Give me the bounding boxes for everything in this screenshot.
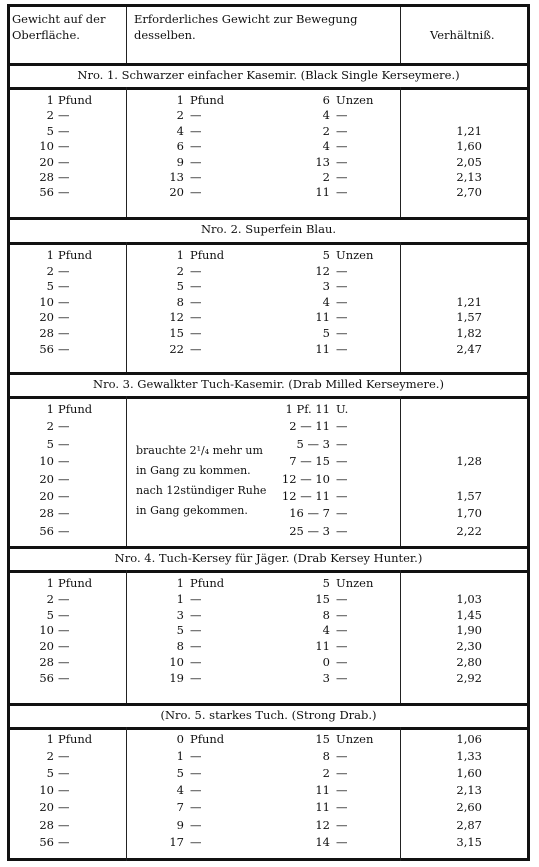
table-row [10, 622, 527, 638]
cell-wu: — [58, 185, 70, 200]
cell-w: 5 [46, 607, 54, 622]
cell-r: 2,80 [456, 655, 482, 669]
cell-ou: — [336, 454, 348, 469]
cell-r: 1,82 [456, 326, 482, 340]
cell-wu: — [58, 817, 70, 832]
header-ratio: Verhältniß. [430, 28, 495, 42]
cell-wu: — [58, 655, 70, 669]
table-row [10, 799, 527, 815]
cell-w: 20 [39, 800, 54, 815]
section-title: Nro. 1. Schwarzer einfacher Kasemir. (Black Single Kerseymere.) [77, 68, 460, 82]
cell-wu: — [58, 523, 70, 538]
cell-wu: Pfund [58, 248, 93, 262]
section-title: Nro. 4. Tuch-Kersey für Jäger. (Drab Kersey Hunter.) [114, 551, 423, 565]
section-title: Nro. 2. Superfein Blau. [200, 222, 337, 236]
cell-o: 11 [315, 185, 330, 200]
cell-o: 0 [322, 655, 330, 669]
cell-w: 56 [39, 185, 54, 200]
cell-o: 11 [315, 310, 330, 325]
cell-r: 1,90 [456, 623, 482, 638]
cell-r: 3,15 [456, 834, 482, 849]
table-row [10, 638, 527, 654]
cell-wu: — [58, 639, 70, 654]
cell-wu: Pfund [58, 93, 93, 107]
cell-w: 28 [39, 506, 54, 521]
cell-o: 5 — 3 [296, 436, 330, 451]
cell-mu: — [190, 591, 202, 606]
cell-wu: Pfund [58, 576, 93, 590]
cell-o: 12 [315, 263, 330, 278]
cell-o: 8 [322, 607, 330, 622]
cell-wu: — [58, 623, 70, 638]
table-row [10, 341, 527, 357]
cell-o: 11 [315, 639, 330, 654]
table-row [10, 731, 527, 747]
cell-w: 10 [39, 294, 54, 309]
table-row [10, 169, 527, 185]
cell-ou: — [336, 834, 348, 849]
cell-wu: — [58, 123, 70, 138]
cell-wu: — [58, 783, 70, 798]
cell-r: 2,22 [456, 523, 482, 538]
bracket-note: nach 12stündiger Ruhe [136, 484, 267, 497]
column-rule [400, 7, 401, 63]
cell-o: 5 [322, 576, 330, 590]
cell-ou: — [336, 670, 348, 685]
cell-ou: — [336, 341, 348, 356]
cell-wu: — [58, 591, 70, 606]
table-row [10, 453, 527, 469]
cell-m: 17 [169, 834, 184, 849]
cell-ou: — [336, 817, 348, 832]
cell-mu: Pfund [190, 732, 225, 746]
cell-ou: — [336, 326, 348, 340]
cell-o: 4 [322, 108, 330, 123]
section-title: (Nro. 5. starkes Tuch. (Strong Drab.) [160, 708, 377, 722]
cell-o: 3 [322, 279, 330, 294]
cell-o: 11 [315, 341, 330, 356]
cell-o: 4 [322, 294, 330, 309]
column-rule [126, 7, 127, 63]
cell-o: 16 — 7 [289, 506, 330, 521]
table-row [10, 834, 527, 850]
cell-m: 2 [176, 108, 184, 123]
table-row [10, 278, 527, 294]
cell-mu: — [190, 800, 202, 815]
cell-o: 14 [315, 834, 330, 849]
cell-w: 28 [39, 655, 54, 669]
cell-o: 6 [322, 93, 330, 107]
header-required-weight: Erforderliches Gewicht zur Bewegung desselben. [134, 12, 358, 42]
cell-wu: — [58, 170, 70, 184]
bracket-note: in Gang zu kommen. [136, 464, 251, 477]
cell-ou: — [336, 783, 348, 798]
cell-w: 20 [39, 310, 54, 325]
cell-o: 8 [322, 749, 330, 764]
cell-w: 1 [46, 93, 54, 107]
cell-ou: — [336, 310, 348, 325]
cell-r: 1,06 [456, 732, 482, 746]
cell-mu: Pfund [190, 248, 225, 262]
cell-m: 7 [176, 800, 184, 815]
rule-line [10, 727, 527, 730]
cell-mu: — [190, 139, 202, 154]
table-row [10, 488, 527, 504]
rule-line [10, 396, 527, 399]
cell-w: 2 [46, 263, 54, 278]
table-row [10, 575, 527, 591]
cell-r: 2,30 [456, 639, 482, 654]
cell-r: 2,05 [456, 154, 482, 169]
cell-w: 5 [46, 123, 54, 138]
cell-wu: — [58, 419, 70, 434]
cell-m: 10 [169, 655, 184, 669]
cell-r: 2,47 [456, 341, 482, 356]
cell-o: 1 Pf. 11 [285, 402, 330, 416]
header-weight-surface: Gewicht auf der Oberfläche. [12, 12, 106, 42]
cell-w: 5 [46, 766, 54, 781]
cell-w: 1 [46, 248, 54, 262]
cell-m: 13 [169, 170, 184, 184]
cell-m: 12 [169, 310, 184, 325]
cell-o: 13 [315, 154, 330, 169]
cell-r: 1,57 [456, 310, 482, 325]
cell-ou: — [336, 123, 348, 138]
cell-o: 11 [315, 783, 330, 798]
cell-r: 2,60 [456, 800, 482, 815]
cell-ou: — [336, 523, 348, 538]
cell-w: 20 [39, 154, 54, 169]
cell-m: 1 [176, 749, 184, 764]
cell-o: 5 [322, 326, 330, 340]
cell-m: 5 [176, 279, 184, 294]
cell-r: 1,45 [456, 607, 482, 622]
cell-w: 56 [39, 670, 54, 685]
cell-mu: — [190, 749, 202, 764]
bracket-note: in Gang gekommen. [136, 504, 248, 517]
cell-m: 8 [176, 294, 184, 309]
cell-wu: — [58, 436, 70, 451]
cell-wu: — [58, 506, 70, 521]
cell-m: 4 [176, 123, 184, 138]
cell-mu: — [190, 341, 202, 356]
section-title: Nro. 3. Gewalkter Tuch-Kasemir. (Drab Milled Kerseymere.) [93, 377, 444, 391]
cell-wu: — [58, 670, 70, 685]
cell-ou: — [336, 506, 348, 521]
cell-ou: — [336, 471, 348, 486]
table-row [10, 654, 527, 670]
cell-ou: — [336, 108, 348, 123]
cell-ou: — [336, 279, 348, 294]
cell-ou: — [336, 591, 348, 606]
table-row [10, 325, 527, 341]
table-row [10, 670, 527, 686]
cell-w: 10 [39, 623, 54, 638]
cell-o: 15 [315, 732, 330, 746]
table-row [10, 765, 527, 781]
cell-wu: — [58, 607, 70, 622]
cell-m: 9 [176, 154, 184, 169]
table-row [10, 523, 527, 539]
cell-r: 1,60 [456, 139, 482, 154]
cell-ou: — [336, 263, 348, 278]
cell-m: 1 [176, 248, 184, 262]
cell-m: 8 [176, 639, 184, 654]
cell-o: 3 [322, 670, 330, 685]
cell-w: 2 [46, 591, 54, 606]
table-header [10, 7, 527, 63]
cell-m: 1 [176, 591, 184, 606]
table-row [10, 263, 527, 279]
cell-o: 11 [315, 800, 330, 815]
cell-ou: — [336, 766, 348, 781]
cell-o: 5 [322, 248, 330, 262]
table-row [10, 309, 527, 325]
cell-ou: — [336, 639, 348, 654]
cell-r: 2,13 [456, 170, 482, 184]
cell-o: 4 [322, 139, 330, 154]
cell-r: 1,21 [456, 123, 482, 138]
table-row [10, 92, 527, 108]
cell-mu: — [190, 263, 202, 278]
cell-m: 19 [169, 670, 184, 685]
cell-w: 56 [39, 341, 54, 356]
table-row [10, 817, 527, 833]
table-row [10, 401, 527, 417]
cell-r: 1,70 [456, 506, 482, 521]
cell-wu: — [58, 471, 70, 486]
table-row [10, 436, 527, 452]
cell-r: 1,21 [456, 294, 482, 309]
cell-r: 1,28 [456, 454, 482, 469]
cell-mu: — [190, 170, 202, 184]
cell-mu: — [190, 108, 202, 123]
cell-wu: Pfund [58, 402, 93, 416]
cell-ou: — [336, 607, 348, 622]
cell-ou: Unzen [336, 576, 374, 590]
cell-o: 2 [322, 170, 330, 184]
cell-r: 1,03 [456, 591, 482, 606]
cell-ou: — [336, 419, 348, 434]
cell-mu: — [190, 123, 202, 138]
table-row [10, 247, 527, 263]
cell-mu: — [190, 766, 202, 781]
cell-w: 1 [46, 732, 54, 746]
cell-m: 0 [176, 732, 184, 746]
cell-wu: — [58, 139, 70, 154]
rule-line [10, 570, 527, 573]
cell-m: 15 [169, 326, 184, 340]
cell-r: 2,13 [456, 783, 482, 798]
cell-m: 20 [169, 185, 184, 200]
cell-wu: — [58, 489, 70, 503]
cell-w: 28 [39, 817, 54, 832]
bracket-note: brauchte 2¹/₄ mehr um [136, 444, 263, 457]
cell-o: 12 — 11 [281, 489, 330, 503]
cell-ou: — [336, 139, 348, 154]
cell-wu: — [58, 766, 70, 781]
cell-mu: — [190, 623, 202, 638]
table-row [10, 123, 527, 139]
cell-ou: — [336, 623, 348, 638]
cell-w: 56 [39, 834, 54, 849]
cell-r: 2,70 [456, 185, 482, 200]
cell-w: 1 [46, 402, 54, 416]
cell-wu: — [58, 800, 70, 815]
cell-mu: Pfund [190, 93, 225, 107]
cell-mu: — [190, 817, 202, 832]
cell-o: 7 — 15 [289, 454, 330, 469]
cell-o: 15 [315, 591, 330, 606]
cell-mu: — [190, 834, 202, 849]
cell-wu: — [58, 310, 70, 325]
cell-w: 1 [46, 576, 54, 590]
cell-ou: — [336, 436, 348, 451]
table-row [10, 418, 527, 434]
cell-ou: — [336, 154, 348, 169]
cell-w: 20 [39, 471, 54, 486]
table-row [10, 471, 527, 487]
cell-w: 28 [39, 326, 54, 340]
cell-o: 2 — 11 [289, 419, 330, 434]
cell-w: 20 [39, 489, 54, 503]
cell-o: 12 — 10 [281, 471, 330, 486]
cell-mu: — [190, 783, 202, 798]
cell-r: 1,33 [456, 749, 482, 764]
cell-w: 2 [46, 419, 54, 434]
cell-wu: Pfund [58, 732, 93, 746]
cell-ou: — [336, 185, 348, 200]
cell-wu: — [58, 279, 70, 294]
rule-line [10, 242, 527, 245]
cell-o: 25 — 3 [289, 523, 330, 538]
table-row [10, 154, 527, 170]
cell-wu: — [58, 749, 70, 764]
cell-m: 22 [169, 341, 184, 356]
cell-ou: Unzen [336, 732, 374, 746]
table-row [10, 505, 527, 521]
cell-wu: — [58, 294, 70, 309]
table-row [10, 782, 527, 798]
cell-r: 1,60 [456, 766, 482, 781]
cell-r: 2,87 [456, 817, 482, 832]
table-row [10, 294, 527, 310]
table-row [10, 607, 527, 623]
cell-m: 9 [176, 817, 184, 832]
cell-m: 1 [176, 93, 184, 107]
cell-ou: U. [336, 402, 349, 416]
cell-wu: — [58, 108, 70, 123]
cell-m: 4 [176, 783, 184, 798]
cell-mu: Pfund [190, 576, 225, 590]
cell-r: 2,92 [456, 670, 482, 685]
cell-ou: — [336, 655, 348, 669]
cell-ou: Unzen [336, 248, 374, 262]
table-row [10, 184, 527, 200]
cell-wu: — [58, 341, 70, 356]
rule-line [10, 87, 527, 90]
cell-m: 3 [176, 607, 184, 622]
cell-wu: — [58, 154, 70, 169]
cell-mu: — [190, 655, 202, 669]
cell-w: 20 [39, 639, 54, 654]
cell-ou: — [336, 294, 348, 309]
cell-w: 5 [46, 279, 54, 294]
cell-m: 2 [176, 263, 184, 278]
cell-w: 2 [46, 108, 54, 123]
table-row [10, 138, 527, 154]
cell-wu: — [58, 263, 70, 278]
table-row [10, 748, 527, 764]
cell-mu: — [190, 279, 202, 294]
cell-mu: — [190, 154, 202, 169]
cell-wu: — [58, 834, 70, 849]
cell-mu: — [190, 310, 202, 325]
cell-o: 2 [322, 766, 330, 781]
cell-ou: — [336, 489, 348, 503]
cell-r: 1,57 [456, 489, 482, 503]
table-row [10, 107, 527, 123]
cell-w: 10 [39, 783, 54, 798]
cell-mu: — [190, 294, 202, 309]
cell-w: 5 [46, 436, 54, 451]
cell-wu: — [58, 326, 70, 340]
cell-mu: — [190, 185, 202, 200]
cell-w: 56 [39, 523, 54, 538]
cell-o: 2 [322, 123, 330, 138]
cell-mu: — [190, 639, 202, 654]
cell-ou: — [336, 749, 348, 764]
cell-ou: — [336, 170, 348, 184]
cell-w: 28 [39, 170, 54, 184]
cell-o: 4 [322, 623, 330, 638]
cell-wu: — [58, 454, 70, 469]
cell-mu: — [190, 670, 202, 685]
cell-m: 5 [176, 766, 184, 781]
cell-w: 2 [46, 749, 54, 764]
cell-w: 10 [39, 454, 54, 469]
cell-mu: — [190, 326, 202, 340]
table-row [10, 591, 527, 607]
cell-ou: — [336, 800, 348, 815]
cell-m: 5 [176, 623, 184, 638]
cell-w: 10 [39, 139, 54, 154]
cell-m: 6 [176, 139, 184, 154]
cell-m: 1 [176, 576, 184, 590]
cell-mu: — [190, 607, 202, 622]
cell-o: 12 [315, 817, 330, 832]
cell-ou: Unzen [336, 93, 374, 107]
